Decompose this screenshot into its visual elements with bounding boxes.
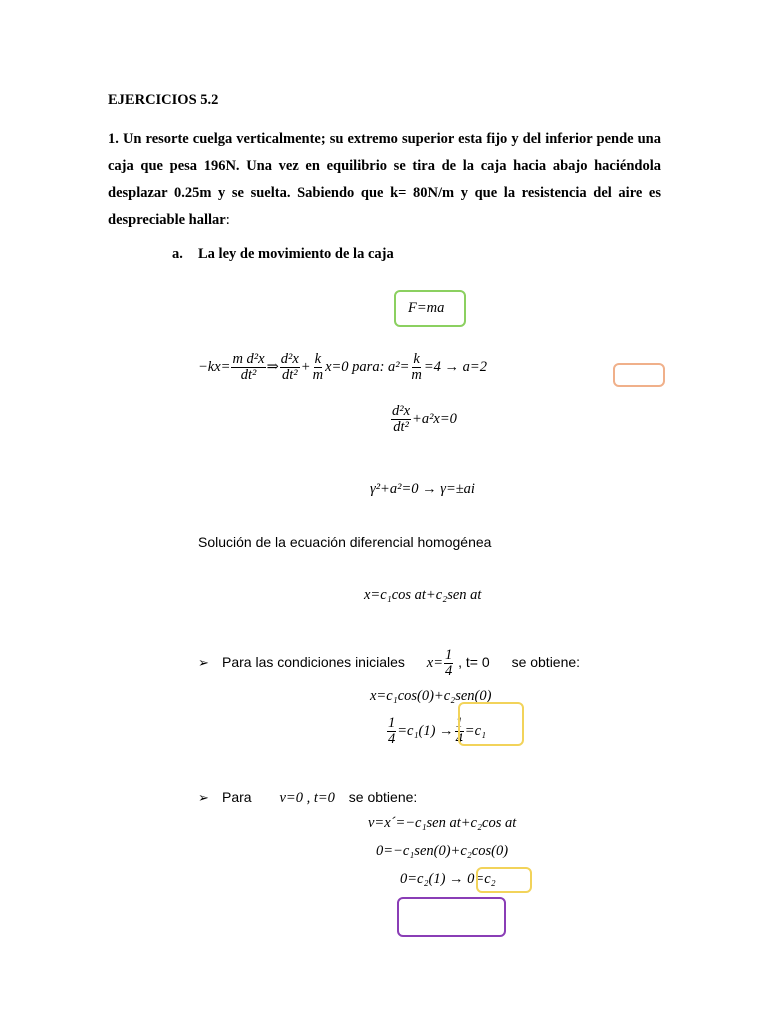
- arrow-bullet-icon: ➢: [198, 790, 209, 805]
- condition-2-result: se obtiene:: [348, 789, 418, 805]
- eq2-frac: $\frac{\text{d²x}}{\text{dt²}}$: [392, 403, 411, 436]
- condition-2-equation: v=0 , t=0: [279, 790, 335, 806]
- condition-1-x: x= $\frac{1}{4}$: [426, 647, 453, 680]
- item-a: [172, 246, 394, 263]
- exercise-title: EJERCICIOS 5.2: [108, 92, 219, 108]
- item-a-text: La ley de movimiento de la caja: [198, 246, 394, 262]
- condition-2-equation-3: 0=c₂(1) → 0=c₂: [400, 871, 496, 887]
- condition-1-result: se obtiene:: [511, 654, 581, 671]
- condition-2-equation-2: 0=−c₁sen(0)+c₂cos(0): [376, 843, 509, 859]
- eq1-frac-4: $\frac{k}{m}$: [411, 351, 422, 384]
- condition-1-equation-1: x=c₁cos(0)+c₂sen(0): [370, 688, 492, 704]
- eq2-tail: +a²x=0: [412, 411, 457, 428]
- condition-1: [198, 648, 580, 679]
- eq1-plus: +: [300, 359, 311, 376]
- eq1-frac-2: $\frac{\text{d²x}}{\text{dt²}}$: [280, 351, 299, 384]
- highlight-box-purple: [397, 897, 506, 937]
- problem-statement: [108, 126, 661, 234]
- solution-label: Solución de la ecuación diferencial homogénea: [198, 534, 492, 550]
- arrow-bullet-icon: ➢: [198, 655, 209, 671]
- problem-text: Un resorte cuelga verticalmente; su extremo superior esta fijo y del inferior pende una caja que pesa 196N. Una vez en equilibrio se tira de la caja hacia abajo haciéndola desplazar 0.25m y se suelta. Sabiendo que k= 80N/m y que la resistencia del aire es despreciable hallar: [108, 131, 662, 228]
- equation-spring-motion: [198, 352, 487, 383]
- condition-2-equation-1: v=x´=−c₁sen at+c₂cos at: [368, 815, 517, 831]
- condition-1-t: , t= 0: [458, 654, 490, 671]
- highlight-box-yellow-2: [476, 867, 532, 893]
- problem-colon: :: [225, 212, 230, 228]
- item-a-label: a.: [172, 246, 183, 262]
- condition-2: [198, 789, 417, 807]
- eq1-mid: x=0 para: a²=: [325, 359, 410, 376]
- eq1-lhs: −kx=: [198, 359, 231, 376]
- highlight-box-orange: [613, 363, 665, 387]
- eq1-frac-1: $\frac{\text{m d²x}}{\text{dt²}}$: [232, 351, 265, 384]
- condition-2-text: Para: [222, 789, 252, 805]
- highlight-box-yellow-1: [458, 702, 524, 746]
- eq1-implies: ⇒: [266, 359, 279, 376]
- condition-1-equation-2: $\frac{1}{4}$ =c₁(1) → $\frac{1}{4}$ =c₁: [388, 715, 487, 748]
- eq1-tail: =4 → a=2: [423, 359, 487, 376]
- equation-newton: F=ma: [408, 300, 445, 316]
- problem-number: 1.: [108, 131, 119, 147]
- equation-general-solution: x=c₁cos at+c₂sen at: [364, 587, 482, 603]
- eq1-frac-3: $\frac{k}{m}$: [312, 351, 324, 384]
- equation-differential: [390, 404, 457, 435]
- condition-1-text: Para las condiciones iniciales: [222, 654, 405, 671]
- equation-characteristic: γ²+a²=0 → γ=±ai: [370, 481, 475, 497]
